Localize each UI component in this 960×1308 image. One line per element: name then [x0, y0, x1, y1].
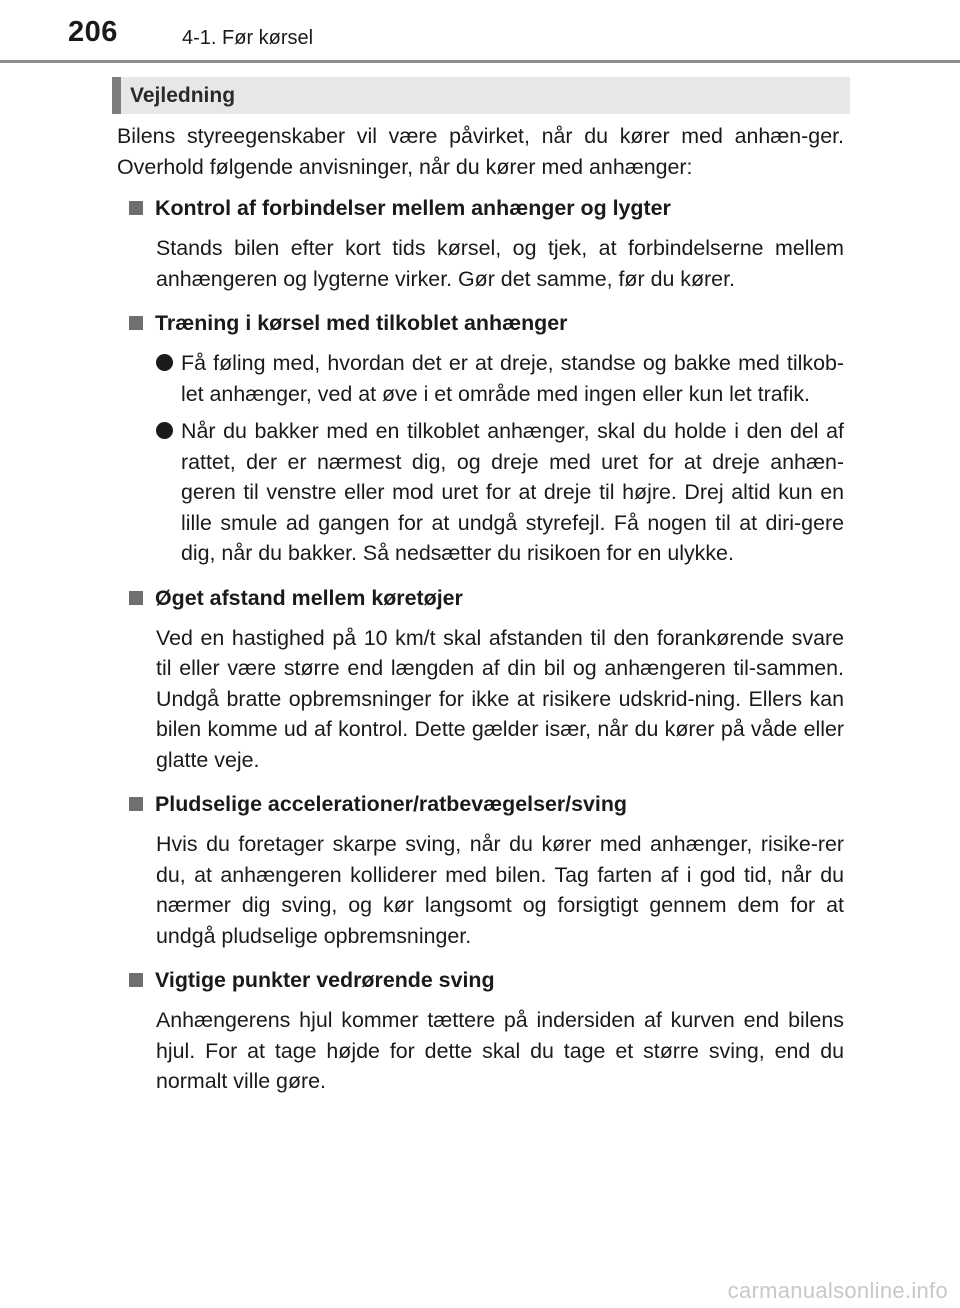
round-bullet-icon [156, 422, 173, 439]
list-item-text: Få føling med, hvordan det er at dreje, standse og bakke med tilkob-let anhænger, ved at øve i et område med ingen eller kun let trafik. [181, 351, 844, 406]
list-item-text: Når du bakker med en tilkoblet anhænger, skal du holde i den del af rattet, der er nærmest dig, og dreje med uret for at dreje anhæn-geren til venstre eller mod uret for at dreje til højre. Drej altid kun en lille smule ad gangen for at undgå styrefejl. Få nogen til at diri-gere dig, når du bakker. Så nedsætter du risikoen for en ulykke. [181, 419, 844, 565]
square-bullet-icon [129, 591, 143, 605]
list-item [117, 416, 844, 569]
topic-heading [117, 308, 844, 338]
list-item [117, 348, 844, 409]
chapter-title: 4-1. Før kørsel [182, 27, 314, 49]
square-bullet-icon [129, 201, 143, 215]
topic-heading-text: Træning i kørsel med tilkoblet anhænger [155, 311, 568, 335]
square-bullet-icon [129, 973, 143, 987]
topic-heading [117, 193, 844, 223]
watermark-link[interactable]: carmanualsonline.info [727, 1278, 948, 1303]
topic-text: Ved en hastighed på 10 km/t skal afstanden til den forankørende svare til eller være større end længden af din bil og anhængeren til-sammen. Undgå bratte opbremsninger for ikke at risikere udskrid-ning. Ellers kan bilen komme ud af kontrol. Dette gælder især, når du kører på våde eller glatte veje. [156, 625, 844, 772]
page-number: 206 [68, 16, 118, 48]
topic-heading [117, 965, 844, 995]
topic-text: Anhængerens hjul kommer tættere på indersiden af kurven end bilens hjul. For at tage højde for dette skal du tage et større sving, end du normalt ville gøre. [156, 1008, 844, 1093]
topic-heading-text: Pludselige accelerationer/ratbevægelser/sving [155, 792, 627, 816]
section-title-bar [112, 77, 850, 114]
topic-heading-text: Vigtige punkter vedrørende sving [155, 968, 495, 992]
section-title: Vejledning [130, 84, 236, 107]
header-divider [0, 60, 960, 63]
topic-heading-text: Øget afstand mellem køretøjer [155, 585, 463, 610]
topic-heading-text: Kontrol af forbindelser mellem anhænger og lygter [155, 196, 671, 220]
square-bullet-icon [129, 797, 143, 811]
topic-text: Hvis du foretager skarpe sving, når du kører med anhænger, risike-rer du, at anhængeren kolliderer med bilen. Tag farten af i god tid, når du nærmer dig sving, og kør langsomt og forsigtigt gennem dem for at undgå pludselige opbremsninger. [156, 832, 844, 948]
round-bullet-icon [156, 354, 173, 371]
topic-heading [117, 583, 844, 613]
topic-text: Stands bilen efter kort tids kørsel, og tjek, at forbindelserne mellem anhængeren og lygterne virker. Gør det samme, før du kører. [156, 236, 844, 291]
page-content [117, 121, 844, 1111]
page-header [0, 0, 960, 64]
intro-paragraph: Bilens styreegenskaber vil være påvirket, når du kører med anhæn-ger. Overhold følgende anvisninger, når du kører med anhænger: [117, 124, 844, 179]
square-bullet-icon [129, 316, 143, 330]
topic-heading [117, 789, 844, 819]
